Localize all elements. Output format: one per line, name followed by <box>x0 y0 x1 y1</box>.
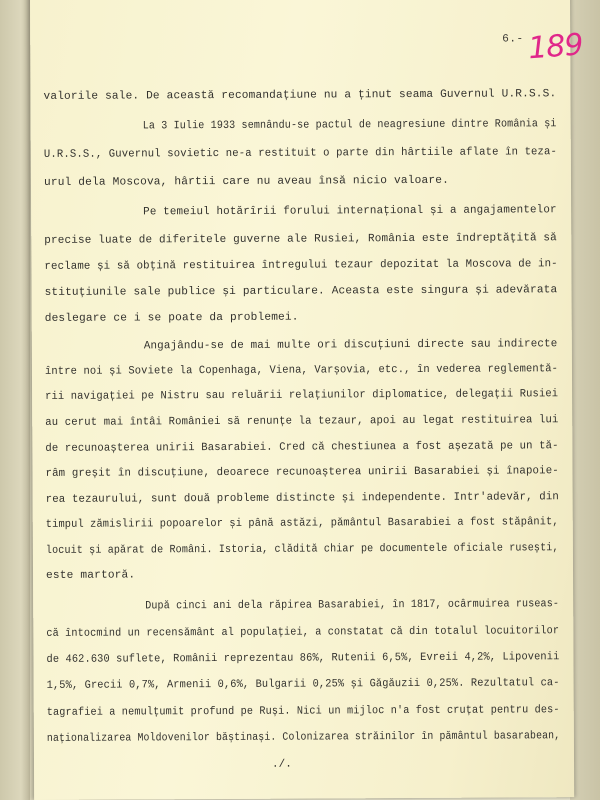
text-line: au cerut mai întâi României să renunțe la tezaur, apoi au legat restituirea lui <box>45 414 559 429</box>
text-line: valorile sale. De această recomandațiune nu a ținut seama Guvernul U.R.S.S. <box>43 88 557 103</box>
handwritten-folio-number: 189 <box>526 27 584 67</box>
text-line: precise luate de diferitele guverne ale Rusiei, România este îndreptățită să <box>44 232 557 247</box>
text-line: Angajându-se de mai multe ori discuțiuni directe sau indirecte <box>143 338 558 353</box>
text-line: naționalizarea Moldovenilor băștinași. Colonizarea străinilor în pământul basarabean, <box>46 730 561 745</box>
text-line: rii navigației pe Nistru sau reluării relațiunilor diplomatice, delegații Rusiei <box>45 388 559 403</box>
left-page-edge <box>0 0 30 800</box>
text-line: timpul zămislirii popoarelor și până astăzi, pământul Basarabiei a fost stăpânit, <box>45 516 559 531</box>
text-line: este martoră. <box>46 569 136 582</box>
text-line: U.R.S.S., Guvernul sovietic ne-a restituit o parte din hârtiile aflate în teza- <box>43 146 558 161</box>
document-page <box>30 0 584 800</box>
text-line: de 462.630 suflete, Românii reprezentau 86%, Rutenii 6,5%, Evreii 4,2%, Lipovenii <box>46 651 560 666</box>
text-line: de recunoașterea unirii Basarabiei. Cred că chestiunea a fost așezată pe un tă- <box>45 440 559 455</box>
text-line: După cinci ani dela răpirea Basarabiei, în 1817, ocârmuirea ruseas- <box>145 598 560 613</box>
text-line: tagrafiei a nemulțumit profund pe Ruși. Nici un mijloc n'a fost cruțat pentru des- <box>46 704 560 719</box>
text-line: rea tezaurului, sunt două probleme distincte și independente. Intr'adevăr, din <box>45 491 560 506</box>
text-line: că întocmind un recensământ al populației, a constatat că din totalul locuitorilor <box>46 625 560 640</box>
text-line: 1,5%, Grecii 0,7%, Armenii 0,6%, Bulgarii 0,25% și Găgăuzii 0,25%. Rezultatul ca- <box>46 677 560 692</box>
text-line: Pe temeiul hotărîrii forului internațional și a angajamentelor <box>143 204 557 219</box>
right-page-edge <box>570 0 600 800</box>
text-line: urul dela Moscova, hârtii care nu aveau însă nicio valoare. <box>43 174 449 189</box>
text-line: deslegare ce i se poate da problemei. <box>44 311 299 325</box>
text-line: La 3 Iulie 1933 semnându-se pactul de neagresiune dintre România și <box>142 118 557 133</box>
text-line: stituțiunile sale publice și particulare. Aceasta este singura și adevărata <box>44 284 558 299</box>
page-number: 6.- <box>502 33 524 46</box>
continuation-mark: ./. <box>271 758 292 771</box>
text-line: râm greșit în discuțiune, deoarece recunoașterea unirii Basarabiei și înapoie- <box>45 465 559 480</box>
text-line: reclame și să obțină restituirea întregului tezaur depozitat la Moscova de in- <box>44 258 558 273</box>
text-line: între noi și Soviete la Copenhaga, Viena, Varșovia, etc., în vederea reglementă- <box>44 363 559 378</box>
text-line: locuit și apărat de Români. Istoria, clădită chiar pe documentele oficiale rusești, <box>45 542 559 557</box>
